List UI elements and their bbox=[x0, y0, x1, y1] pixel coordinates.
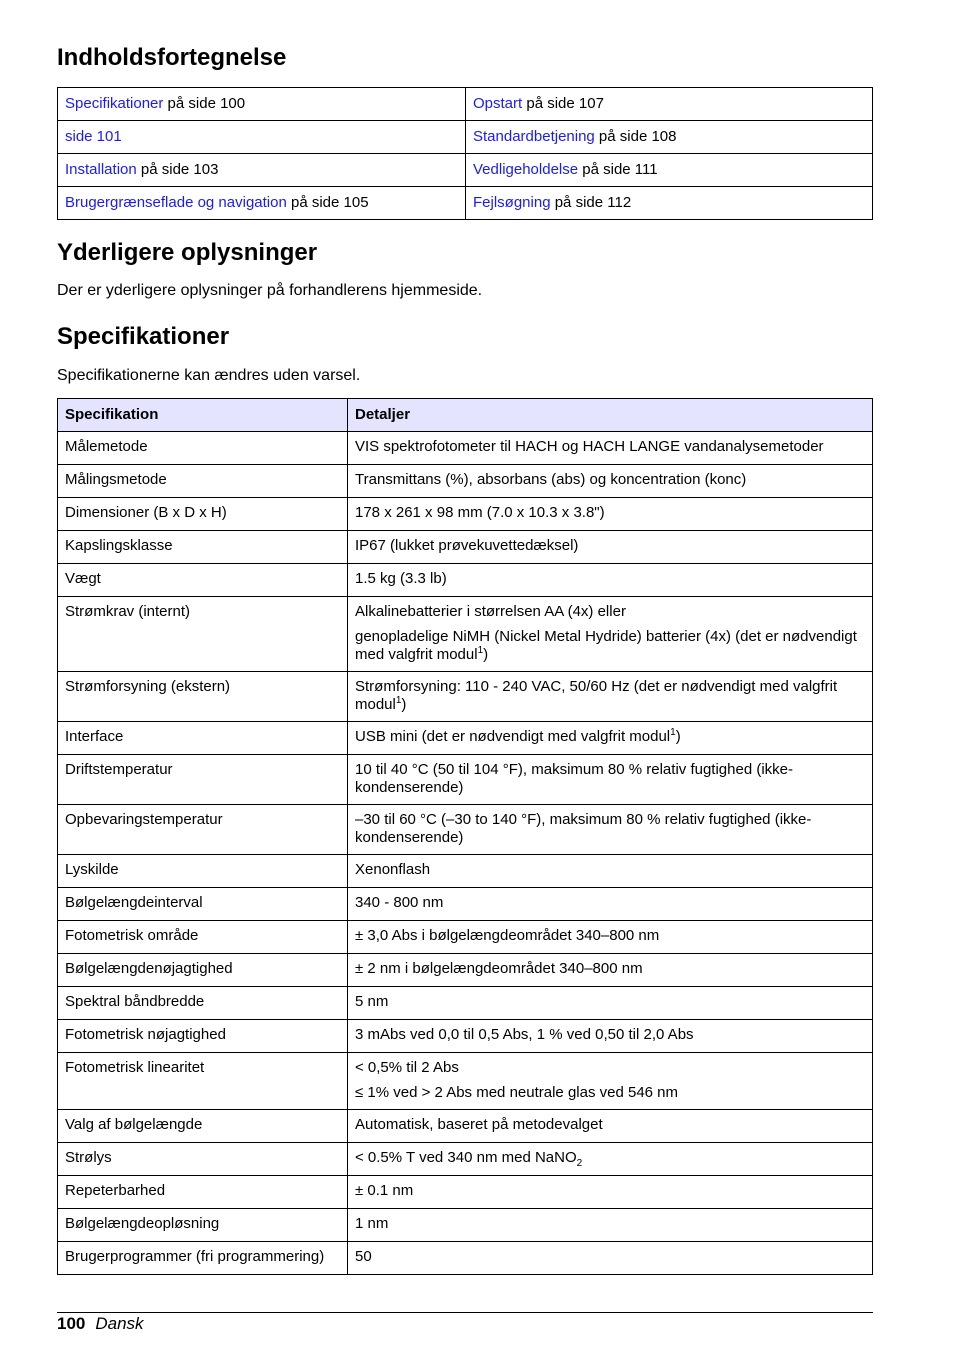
spec-value-cell bbox=[348, 465, 873, 498]
toc-link[interactable]: Brugergrænseflade og navigation bbox=[65, 194, 287, 211]
spec-header-details: Detaljer bbox=[348, 399, 873, 432]
spec-row bbox=[58, 1020, 873, 1053]
spec-value bbox=[355, 570, 865, 588]
spec-name: Bølgelængdeopløsning bbox=[58, 1209, 348, 1242]
spec-row bbox=[58, 987, 873, 1020]
spec-row bbox=[58, 1176, 873, 1209]
spec-value bbox=[355, 1182, 865, 1200]
spec-value-cell bbox=[348, 531, 873, 564]
spec-value bbox=[355, 811, 865, 847]
toc-page-ref: på side 108 bbox=[594, 128, 677, 145]
spec-value-cell bbox=[348, 498, 873, 531]
toc-cell bbox=[466, 121, 873, 154]
footnote-marker: 1 bbox=[477, 645, 484, 656]
spec-row bbox=[58, 1143, 873, 1176]
extra-info-heading: Yderligere oplysninger bbox=[57, 239, 318, 266]
spec-value-text: genopladelige NiMH (Nickel Metal Hydride) batterier (4x) (det er nødvendigt med valgfrit modul bbox=[355, 628, 857, 663]
spec-value-text: ± 3,0 Abs i bølgelængdeområdet 340–800 nm bbox=[355, 927, 660, 944]
spec-value-text: < 0,5% til 2 Abs bbox=[355, 1059, 459, 1076]
spec-value-secondary bbox=[355, 628, 865, 664]
spec-name: Målemetode bbox=[58, 432, 348, 465]
spec-name: Dimensioner (B x D x H) bbox=[58, 498, 348, 531]
spec-value bbox=[355, 603, 865, 621]
spec-value-text: Transmittans (%), absorbans (abs) og koncentration (konc) bbox=[355, 471, 747, 488]
spec-name: Interface bbox=[58, 722, 348, 755]
toc-cell bbox=[58, 88, 466, 121]
spec-name: Opbevaringstemperatur bbox=[58, 805, 348, 855]
spec-value-cell bbox=[348, 722, 873, 755]
spec-name: Fotometrisk område bbox=[58, 921, 348, 954]
spec-name: Kapslingsklasse bbox=[58, 531, 348, 564]
spec-value-cell bbox=[348, 1209, 873, 1242]
spec-row bbox=[58, 921, 873, 954]
spec-value bbox=[355, 993, 865, 1011]
spec-row bbox=[58, 564, 873, 597]
footer-language: Dansk bbox=[95, 1314, 144, 1333]
spec-value-text: 10 til 40 °C (50 til 104 °F), maksimum 80 % relativ fugtighed (ikke-kondenserende) bbox=[355, 761, 793, 796]
toc-link[interactable]: Installation bbox=[65, 161, 137, 178]
subscript: 2 bbox=[576, 1158, 583, 1169]
spec-row bbox=[58, 432, 873, 465]
spec-value-cell bbox=[348, 1176, 873, 1209]
spec-name: Strømkrav (internt) bbox=[58, 597, 348, 672]
spec-name: Valg af bølgelængde bbox=[58, 1110, 348, 1143]
toc-cell bbox=[466, 88, 873, 121]
spec-value bbox=[355, 1215, 865, 1233]
spec-table bbox=[57, 398, 873, 1275]
spec-name: Repeterbarhed bbox=[58, 1176, 348, 1209]
spec-row bbox=[58, 465, 873, 498]
toc-page-ref: på side 107 bbox=[522, 95, 604, 112]
spec-value-cell bbox=[348, 1020, 873, 1053]
spec-name: Brugerprogrammer (fri programmering) bbox=[58, 1242, 348, 1275]
spec-value-cell bbox=[348, 921, 873, 954]
spec-value-text: 50 bbox=[355, 1248, 372, 1265]
toc-row bbox=[58, 88, 873, 121]
spec-value bbox=[355, 537, 865, 555]
toc-page-ref: på side 111 bbox=[578, 161, 658, 178]
toc-link[interactable]: Opstart bbox=[473, 95, 523, 112]
spec-value-text: Xenonflash bbox=[355, 861, 431, 878]
spec-value-text: 1 nm bbox=[355, 1215, 389, 1232]
spec-value-cell bbox=[348, 805, 873, 855]
spec-value-text: Automatisk, baseret på metodevalget bbox=[355, 1116, 603, 1133]
spec-value bbox=[355, 1026, 865, 1044]
spec-value-text: Strømforsyning: 110 - 240 VAC, 50/60 Hz (det er nødvendigt med valgfrit modul bbox=[355, 678, 838, 713]
toc-row bbox=[58, 154, 873, 187]
spec-value-text: ± 2 nm i bølgelængdeområdet 340–800 nm bbox=[355, 960, 643, 977]
spec-row bbox=[58, 805, 873, 855]
spec-value bbox=[355, 1059, 865, 1077]
toc-page-ref: på side 105 bbox=[286, 194, 369, 211]
spec-value-cell bbox=[348, 1110, 873, 1143]
spec-value bbox=[355, 438, 865, 456]
spec-value bbox=[355, 927, 865, 945]
toc-table bbox=[57, 87, 873, 220]
toc-page-ref: på side 100 bbox=[163, 95, 246, 112]
spec-value-cell bbox=[348, 954, 873, 987]
toc-row bbox=[58, 121, 873, 154]
spec-value bbox=[355, 504, 865, 522]
spec-row bbox=[58, 954, 873, 987]
specs-intro: Specifikationerne kan ændres uden varsel. bbox=[57, 367, 361, 384]
spec-name: Vægt bbox=[58, 564, 348, 597]
footnote-marker: 1 bbox=[670, 727, 676, 738]
spec-value-text: 340 - 800 nm bbox=[355, 894, 444, 911]
spec-value-cell bbox=[348, 432, 873, 465]
spec-value-text: 3 mAbs ved 0,0 til 0,5 Abs, 1 % ved 0,50 til 2,0 Abs bbox=[355, 1026, 694, 1043]
spec-value-cell bbox=[348, 564, 873, 597]
spec-value-text: < 0.5% T ved 340 nm med NaNO bbox=[355, 1149, 577, 1166]
spec-value bbox=[355, 1248, 865, 1266]
spec-value-suffix: ) bbox=[483, 646, 489, 663]
spec-name: Lyskilde bbox=[58, 855, 348, 888]
spec-value-cell bbox=[348, 755, 873, 805]
spec-row bbox=[58, 722, 873, 755]
spec-row bbox=[58, 1110, 873, 1143]
spec-value-text: USB mini (det er nødvendigt med valgfrit modul bbox=[355, 728, 671, 745]
spec-value-cell bbox=[348, 987, 873, 1020]
spec-header-row bbox=[58, 399, 873, 432]
toc-cell bbox=[58, 154, 466, 187]
spec-row bbox=[58, 597, 873, 672]
spec-value bbox=[355, 1149, 865, 1167]
spec-name: Bølgelængdeinterval bbox=[58, 888, 348, 921]
spec-value-text: 178 x 261 x 98 mm (7.0 x 10.3 x 3.8") bbox=[355, 504, 605, 521]
spec-row bbox=[58, 1053, 873, 1110]
spec-name: Strølys bbox=[58, 1143, 348, 1176]
spec-name: Spektral båndbredde bbox=[58, 987, 348, 1020]
spec-value-text: –30 til 60 °C (–30 to 140 °F), maksimum 80 % relativ fugtighed (ikke-kondenserende) bbox=[355, 811, 812, 846]
spec-value-text: IP67 (lukket prøvekuvettedæksel) bbox=[355, 537, 579, 554]
spec-row bbox=[58, 672, 873, 722]
toc-link[interactable]: side 101 bbox=[65, 128, 122, 145]
specs-heading: Specifikationer bbox=[57, 323, 230, 350]
spec-value bbox=[355, 861, 865, 879]
toc-row bbox=[58, 187, 873, 220]
spec-value-cell bbox=[348, 855, 873, 888]
spec-name: Strømforsyning (ekstern) bbox=[58, 672, 348, 722]
spec-row bbox=[58, 531, 873, 564]
toc-link[interactable]: Fejlsøgning bbox=[473, 194, 551, 211]
spec-header-spec: Specifikation bbox=[58, 399, 348, 432]
page-footer bbox=[57, 1314, 144, 1334]
spec-value-text: Alkalinebatterier i størrelsen AA (4x) eller bbox=[355, 603, 626, 620]
spec-value bbox=[355, 1116, 865, 1134]
spec-row bbox=[58, 1209, 873, 1242]
toc-page-ref: på side 103 bbox=[136, 161, 219, 178]
spec-row bbox=[58, 888, 873, 921]
spec-row bbox=[58, 1242, 873, 1275]
toc-cell bbox=[58, 187, 466, 220]
spec-value-cell bbox=[348, 888, 873, 921]
page-number: 100 bbox=[57, 1314, 86, 1333]
spec-value bbox=[355, 471, 865, 489]
spec-value-text: 1.5 kg (3.3 lb) bbox=[355, 570, 447, 587]
spec-value-text: 5 nm bbox=[355, 993, 389, 1010]
toc-heading: Indholdsfortegnelse bbox=[57, 44, 287, 71]
toc-cell bbox=[466, 187, 873, 220]
spec-value bbox=[355, 678, 865, 714]
spec-value-cell bbox=[348, 1143, 873, 1176]
footnote-marker: 1 bbox=[395, 695, 402, 706]
toc-link[interactable]: Standardbetjening bbox=[473, 128, 595, 145]
spec-value bbox=[355, 894, 865, 912]
spec-value-cell bbox=[348, 1242, 873, 1275]
spec-value bbox=[355, 960, 865, 978]
spec-value-text: ± 0.1 nm bbox=[355, 1182, 414, 1199]
spec-value bbox=[355, 761, 865, 797]
spec-name: Fotometrisk nøjagtighed bbox=[58, 1020, 348, 1053]
spec-value-text: VIS spektrofotometer til HACH og HACH LANGE vandanalysemetoder bbox=[355, 438, 824, 455]
spec-value-secondary bbox=[355, 1084, 865, 1102]
footer-rule bbox=[57, 1312, 873, 1313]
spec-value-suffix: ) bbox=[675, 728, 681, 745]
toc-cell bbox=[58, 121, 466, 154]
toc-link[interactable]: Vedligeholdelse bbox=[473, 161, 579, 178]
toc-link[interactable]: Specifikationer bbox=[65, 95, 164, 112]
extra-info-text: Der er yderligere oplysninger på forhandlerens hjemmeside. bbox=[57, 282, 483, 299]
toc-cell bbox=[466, 154, 873, 187]
spec-row bbox=[58, 855, 873, 888]
spec-value bbox=[355, 728, 865, 746]
toc-page-ref: på side 112 bbox=[550, 194, 632, 211]
spec-name: Driftstemperatur bbox=[58, 755, 348, 805]
spec-row bbox=[58, 498, 873, 531]
spec-value-cell bbox=[348, 1053, 873, 1110]
spec-value-cell bbox=[348, 597, 873, 672]
spec-name: Bølgelængdenøjagtighed bbox=[58, 954, 348, 987]
spec-value-suffix: ) bbox=[401, 696, 407, 713]
spec-value-cell bbox=[348, 672, 873, 722]
spec-value-text: ≤ 1% ved > 2 Abs med neutrale glas ved 546 nm bbox=[355, 1084, 679, 1101]
spec-name: Fotometrisk linearitet bbox=[58, 1053, 348, 1110]
spec-name: Målingsmetode bbox=[58, 465, 348, 498]
spec-row bbox=[58, 755, 873, 805]
